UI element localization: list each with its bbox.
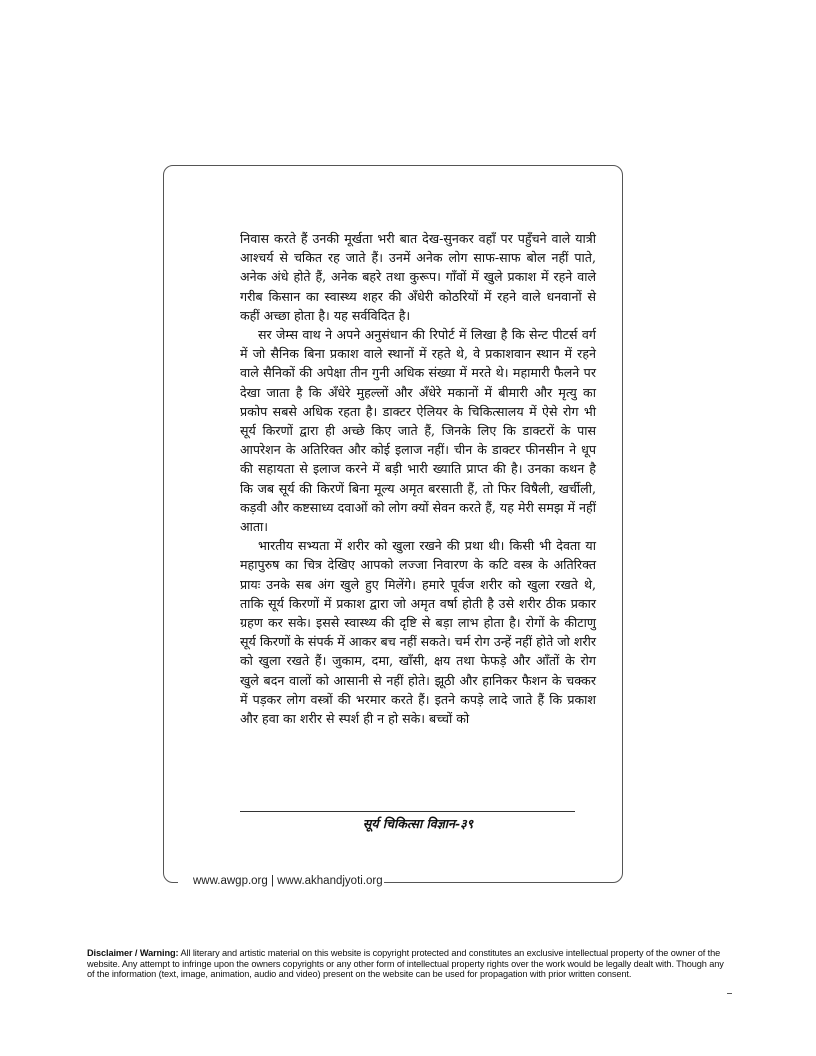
- paragraph-3: भारतीय सभ्यता में शरीर को खुला रखने की प्रथा थी। किसी भी देवता या महापुरुष का चित्र देखिए आपको लज्जा निवारण के कटि वस्त्र के अतिरिक्त प्रायः उनके सब अंग खुले हुए मिलेंगे। हमारे पूर्वज शरीर को खुला रखते थे, ताकि सूर्य किरणों में प्रकाश द्वारा जो अमृत वर्षा होती है उसे शरीर ठीक प्रकार ग्रहण कर सके। इससे स्वास्थ्य की दृष्टि से बड़ा लाभ होता है। रोगों के कीटाणु सूर्य किरणों के संपर्क में आकर बच नहीं सकते। चर्म रोग उन्हें नहीं होते जो शरीर को खुला रखते हैं। जुकाम, दमा, खाँसी, क्षय तथा फेफड़े और आँतों के रोग खुले बदन वालों को आसानी से नहीं होते। झूठी और हानिकर फैशन के चक्कर में पड़कर लोग वस्त्रों की भरमार करते हैं। इतने कपड़े लादे जाते हैं कि प्रकाश और हवा का शरीर से स्पर्श ही न हो सके। बच्चों को: [240, 538, 597, 727]
- disclaimer-text: All literary and artistic material on this website is copyright protected and constitutes an exclusive intellectual property of the owner of the website. Any attempt to infringe upon the owners copyrights or any other form of intellectual property rights over the work would be legally dealt with. Though any of the information (text, image, animation, audio and video) present on the website can be used for propagation with prior written consent.: [87, 948, 724, 980]
- site-links[interactable]: www.awgp.org | www.akhandjyoti.org: [193, 875, 383, 887]
- page-body: [240, 229, 596, 728]
- corner-mark: [727, 993, 732, 994]
- disclaimer-label: Disclaimer / Warning:: [87, 948, 179, 958]
- disclaimer: [87, 948, 727, 980]
- paragraph-2: सर जेम्स वाथ ने अपने अनुसंधान की रिपोर्ट में लिखा है कि सेन्ट पीटर्स वर्ग में जो सैनिक बिना प्रकाश वाले स्थानों में रहते थे, वे प्रकाशवान स्थान में रहने वाले सैनिकों की अपेक्षा तीन गुनी अधिक संख्या में मरते थे। महामारी फैलने पर देखा जाता है कि अँधेरे मुहल्लों और अँधेरे मकानों में बीमारी और मृत्यु का प्रकोप सबसे अधिक रहता है। डाक्टर ऐलियर के चिकित्सालय में ऐसे रोग भी सूर्य किरणों द्वारा ही अच्छे किए जाते हैं, जिनके लिए कि डाक्टरों के पास आपरेशन के अतिरिक्त और कोई इलाज नहीं। चीन के डाक्टर फीनसीन ने धूप की सहायता से इलाज करने में बड़ी भारी ख्याति प्राप्त की है। उनका कथन है कि जब सूर्य की किरणें बिना मूल्य अमृत बरसाती हैं, तो फिर विषैली, खर्चीली, कड़वी और कष्टसाध्य दवाओं को लोग क्यों सेवन करते हैं, यह मेरी समझ में नहीं आता।: [240, 327, 596, 535]
- paragraph-1: निवास करते हैं उनकी मूर्खता भरी बात देख-सुनकर वहाँ पर पहुँचने वाले यात्री आश्चर्य से चकित रह जाते हैं। उनमें अनेक लोग साफ-साफ बोल नहीं पाते, अनेक अंधे होते हैं, अनेक बहरे तथा कुरूप। गाँवों में खुले प्रकाश में रहने वाले गरीब किसान का स्वास्थ्य शहर की अँधेरी कोठरियों में रहने वाले धनवानों से कहीं अच्छा होता है। यह सर्वविदित है।: [240, 231, 596, 323]
- book-page-footer: सूर्य चिकित्सा विज्ञान-३९: [362, 816, 474, 831]
- footer-rule: [240, 811, 575, 812]
